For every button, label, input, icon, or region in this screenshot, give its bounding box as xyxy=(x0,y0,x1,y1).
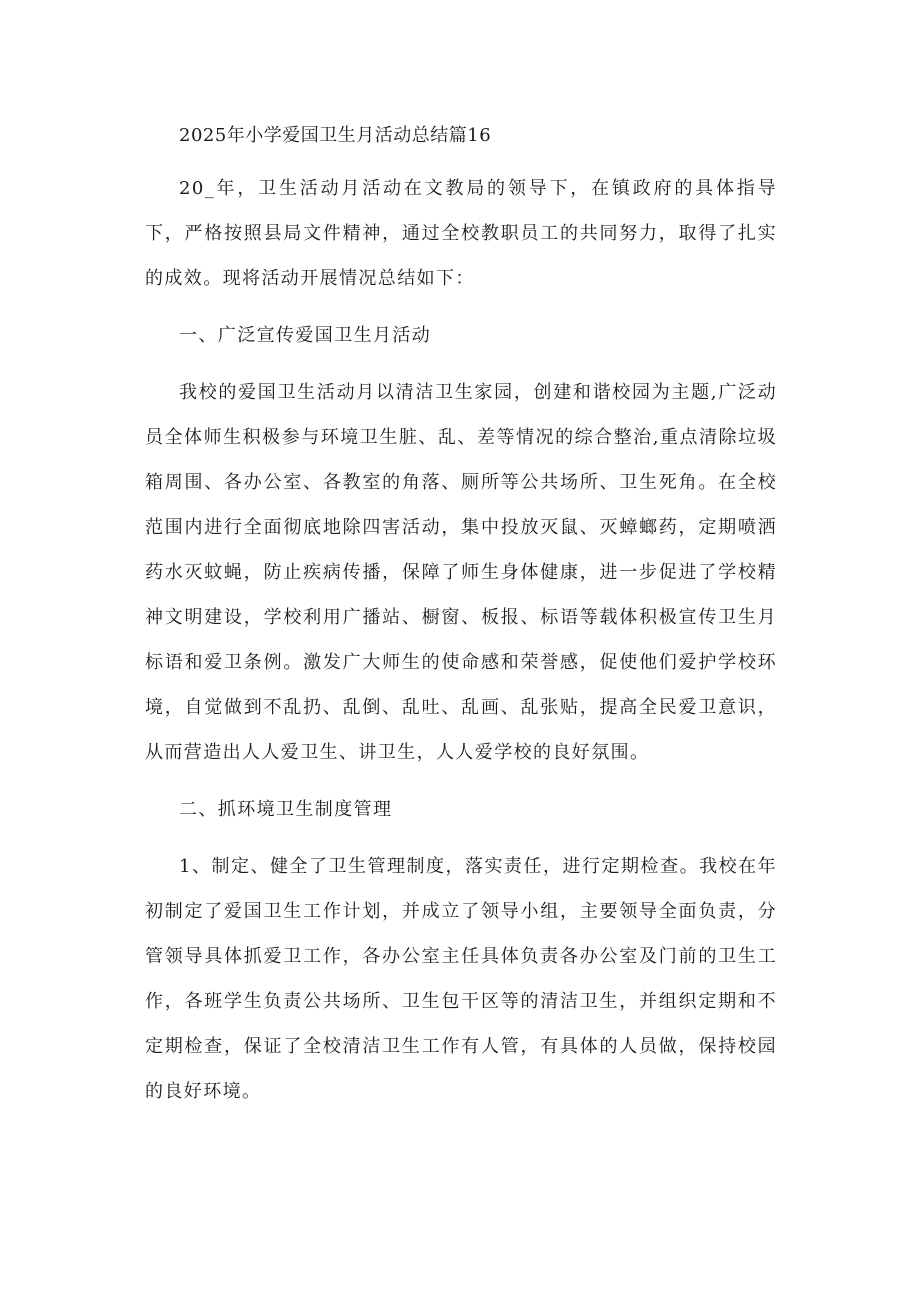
intro-paragraph: 20_年，卫生活动月活动在文教局的领导下，在镇政府的具体指导下，严格按照县局文件精神，通过全校教职员工的共同努力，取得了扎实的成效。现将活动开展情况总结如下： xyxy=(145,178,777,289)
document-body xyxy=(145,118,777,1126)
section-1-heading: 一、广泛宣传爱国卫生月活动 xyxy=(179,325,432,346)
document-title: 2025年小学爱国卫生月活动总结篇16 xyxy=(179,125,492,146)
section-2-heading: 二、抓环境卫生制度管理 xyxy=(179,799,393,820)
section-1-paragraph: 我校的爱国卫生活动月以清洁卫生家园，创建和谐校园为主题,广泛动员全体师生积极参与环境卫生脏、乱、差等情况的综合整治,重点清除垃圾箱周围、各办公室、各教室的角落、厕所等公共场所、卫生死角。在全校范围内进行全面彻底地除四害活动，集中投放灭鼠、灭蟑螂药，定期喷洒药水灭蚊蝇，防止疾病传播，保障了师生身体健康，进一步促进了学校精神文明建设，学校利用广播站、橱窗、板报、标语等载体积极宣传卫生月标语和爱卫条例。激发广大师生的使命感和荣誉感，促使他们爱护学校环境，自觉做到不乱扔、乱倒、乱吐、乱画、乱张贴，提高全民爱卫意识，从而营造出人人爱卫生、讲卫生，人人爱学校的良好氛围。 xyxy=(145,382,777,763)
section-2-paragraph: 1、制定、健全了卫生管理制度，落实责任，进行定期检查。我校在年初制定了爱国卫生工作计划，并成立了领导小组，主要领导全面负责，分管领导具体抓爱卫工作，各办公室主任具体负责各办公室及门前的卫生工作，各班学生负责公共场所、卫生包干区等的清洁卫生，并组织定期和不定期检查，保证了全校清洁卫生工作有人管，有具体的人员做，保持校园的良好环境。 xyxy=(145,856,777,1102)
